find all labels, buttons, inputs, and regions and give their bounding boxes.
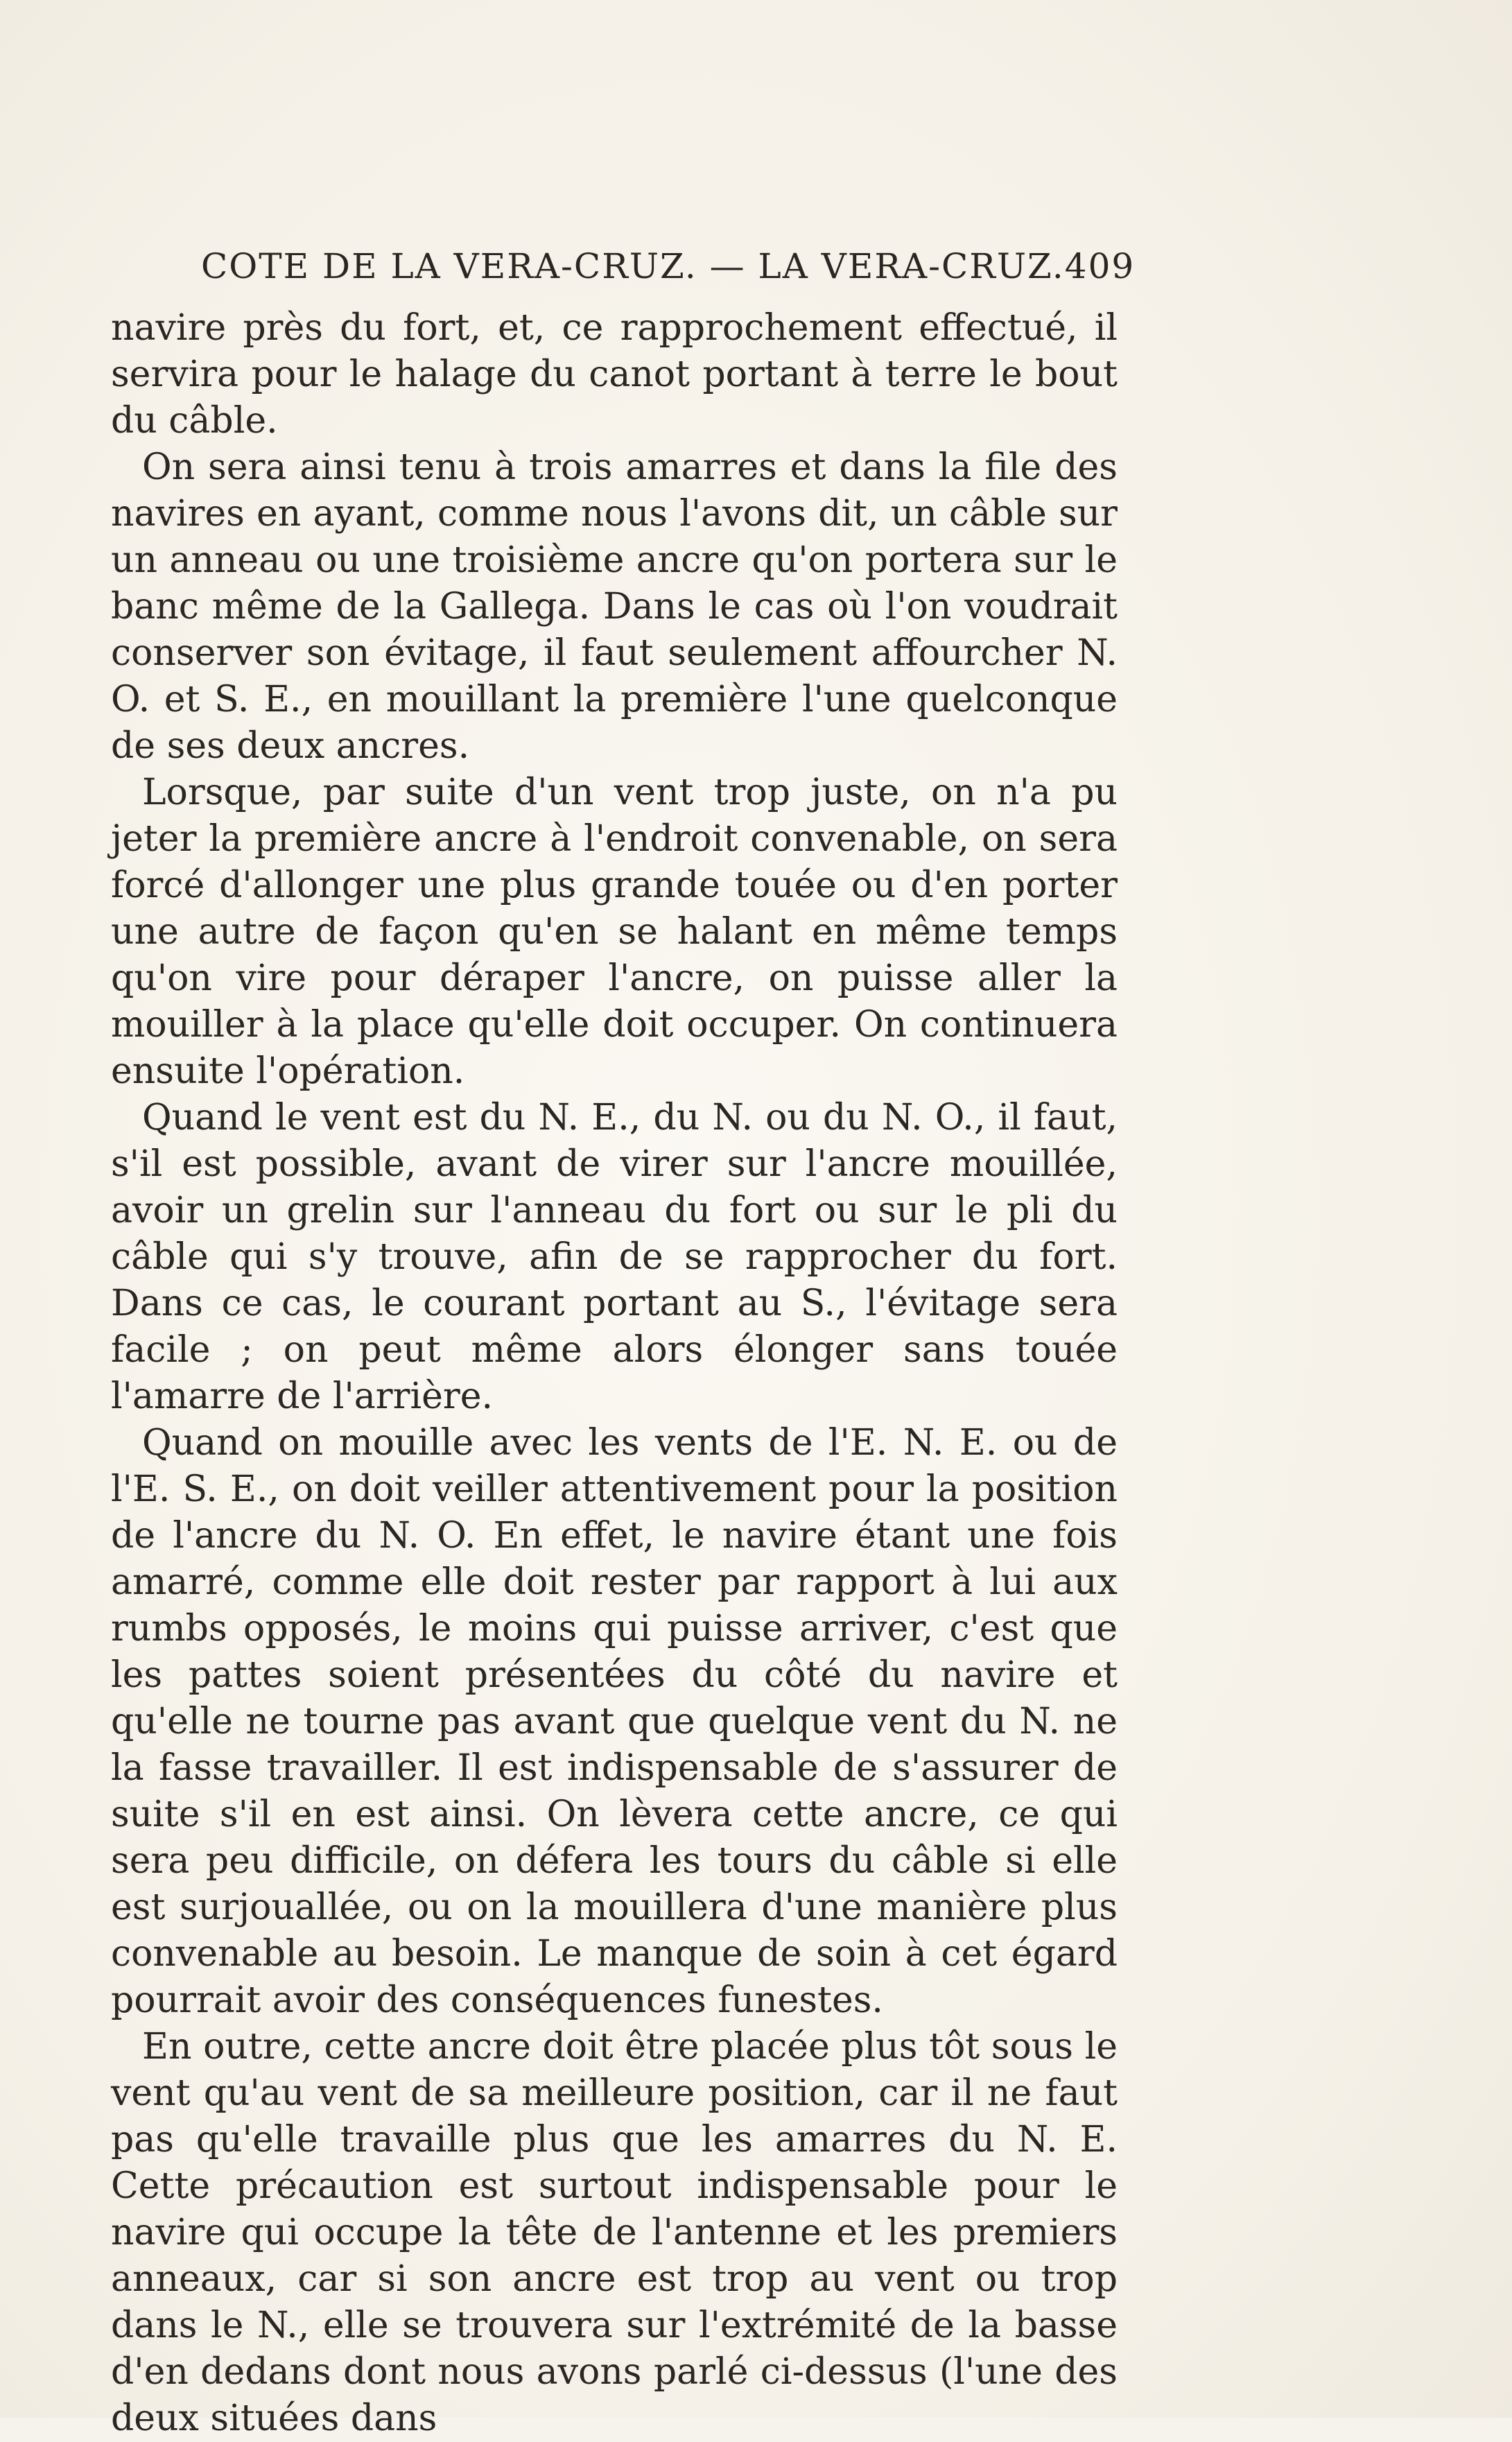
paragraph: Quand le vent est du N. E., du N. ou du N. O., il faut, s'il est possible, avant de virer sur l'ancre mouillée, avoir un grelin sur l'anneau du fort ou sur le pli du câble qui s'y trouve, afin de se rapprocher du fort. Dans ce cas, le courant portant au S., l'évitage sera facile ; on peut même alors élonger sans touée l'amarre de l'arrière.	[111, 1097, 1118, 1417]
paragraph: On sera ainsi tenu à trois amarres et dans la file des navires en ayant, comme nous l'avons dit, un câble sur un anneau ou une troisième ancre qu'on portera sur le banc même de la Gallega. Dans le cas où l'on voudrait conserver son évitage, il faut seulement affourcher N. O. et S. E., en mouillant la première l'une quelconque de ses deux ancres.	[111, 447, 1118, 767]
page-number: 409	[1064, 246, 1136, 286]
paragraph: Quand on mouille avec les vents de l'E. N. E. ou de l'E. S. E., on doit veiller attentivement pour la position de l'ancre du N. O. En effet, le navire étant une fois amarré, comme elle doit rester par rapport à lui aux rumbs opposés, le moins qui puisse arriver, c'est que les pattes soient présentées du côté du navire et qu'elle ne tourne pas avant que quelque vent du N. ne la fasse travailler. Il est indispensable de s'assurer de suite s'il en est ainsi. On lèvera cette ancre, ce qui sera peu difficile, on défera les tours du câble si elle est surjouallée, ou on la mouillera d'une manière plus convenable au besoin. Le manque de soin à cet égard pourrait avoir des conséquences funestes.	[111, 1422, 1118, 2021]
body-text	[111, 305, 1118, 2442]
running-header	[201, 246, 1136, 288]
paragraph-continued: navire près du fort, et, ce rapprochement effectué, il servira pour le halage du canot portant à terre le bout du câble.	[111, 307, 1118, 442]
running-title: COTE DE LA VERA-CRUZ. — LA VERA-CRUZ.	[201, 246, 1065, 286]
paragraph: Lorsque, par suite d'un vent trop juste, on n'a pu jeter la première ancre à l'endroit convenable, on sera forcé d'allonger une plus grande touée ou d'en porter une autre de façon qu'en se halant en même temps qu'on vire pour déraper l'ancre, on puisse aller la mouiller à la place qu'elle doit occuper. On continuera ensuite l'opération.	[111, 772, 1118, 1092]
paragraph: En outre, cette ancre doit être placée plus tôt sous le vent qu'au vent de sa meilleure position, car il ne faut pas qu'elle travaille plus que les amarres du N. E. Cette précaution est surtout indispensable pour le navire qui occupe la tête de l'antenne et les premiers anneaux, car si son ancre est trop au vent ou trop dans le N., elle se trouvera sur l'extrémité de la basse d'en dedans dont nous avons parlé ci-dessus (l'une des deux situées dans	[111, 2026, 1118, 2439]
